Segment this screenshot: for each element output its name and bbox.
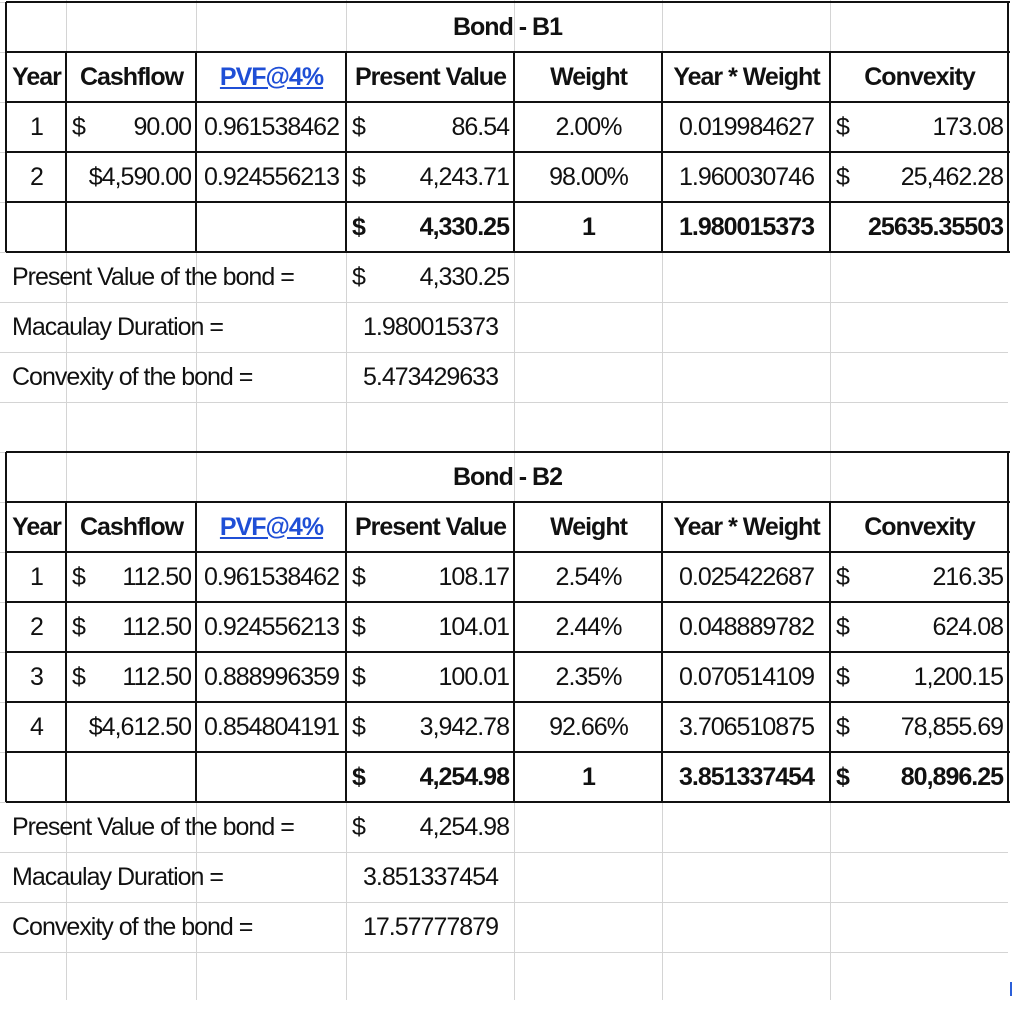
total-present-value-text: 4,254.98 <box>419 762 509 791</box>
bond1-title[interactable] <box>7 3 1008 51</box>
table-border <box>195 52 197 252</box>
cell-year[interactable] <box>7 603 66 651</box>
cell-year[interactable] <box>7 703 66 751</box>
cell-weight-text: 98.00% <box>549 162 628 191</box>
cell-convexity-text: 216.35 <box>932 562 1003 591</box>
header-year[interactable] <box>7 53 66 101</box>
cell-year-text: 4 <box>30 712 43 741</box>
bond2-title[interactable] <box>7 453 1008 501</box>
cell-year-text: 1 <box>30 562 43 591</box>
table-border <box>661 502 663 802</box>
cell-weight-text: 2.44% <box>555 612 622 641</box>
cell-year-text: 2 <box>30 162 43 191</box>
header-weight[interactable] <box>515 53 662 101</box>
cell-pvf[interactable] <box>197 653 346 701</box>
summary-label[interactable] <box>7 253 346 301</box>
header-convexity[interactable] <box>831 503 1008 551</box>
cell-year-weight[interactable] <box>663 553 830 601</box>
cell-convexity[interactable] <box>831 603 1008 651</box>
cell-weight[interactable] <box>515 553 662 601</box>
cell-year-weight[interactable] <box>663 153 830 201</box>
cell-present-value-text: 108.17 <box>438 562 509 591</box>
gridline-row <box>0 952 1008 953</box>
total-weight[interactable] <box>515 203 662 251</box>
header-cashflow[interactable] <box>67 503 196 551</box>
cell-weight-text: 2.35% <box>555 662 622 691</box>
currency-symbol: $ <box>72 662 85 691</box>
cell-pvf[interactable] <box>197 603 346 651</box>
currency-symbol: $ <box>836 662 849 691</box>
cell-cashflow-text: 112.50 <box>122 662 191 691</box>
cell-pvf-text: 0.854804191 <box>204 712 339 741</box>
cell-convexity-text: 78,855.69 <box>900 712 1003 741</box>
cell-present-value[interactable] <box>347 703 514 751</box>
header-present-value-text: Present Value <box>355 512 506 541</box>
header-weight[interactable] <box>515 503 662 551</box>
summary-value-text: 1.980015373 <box>363 312 498 341</box>
summary-label-text: Macaulay Duration = <box>12 312 223 341</box>
cell-year-weight-text: 0.025422687 <box>679 562 814 591</box>
table-border <box>829 502 831 802</box>
header-weight-text: Weight <box>550 512 627 541</box>
header-year-weight-text: Year * Weight <box>673 512 820 541</box>
cell-cashflow-text: 112.50 <box>122 612 191 641</box>
cell-year-text: 2 <box>30 612 43 641</box>
cell-weight[interactable] <box>515 153 662 201</box>
summary-value-text: 17.57777879 <box>363 912 498 941</box>
cell-year[interactable] <box>7 103 66 151</box>
header-year-text: Year <box>12 62 61 91</box>
header-year-weight-text: Year * Weight <box>673 62 820 91</box>
table-border <box>1007 2 1009 252</box>
table-border <box>6 801 1010 803</box>
table-border <box>6 1 1010 3</box>
cell-cashflow-text: 90.00 <box>133 112 191 141</box>
header-convexity-text: Convexity <box>864 62 975 91</box>
cell-present-value[interactable] <box>347 603 514 651</box>
currency-symbol: $ <box>72 612 85 641</box>
cell-cashflow-text: $4,612.50 <box>88 712 191 741</box>
currency-symbol: $ <box>836 112 849 141</box>
cell-weight-text: 92.66% <box>549 712 628 741</box>
summary-value[interactable] <box>347 903 514 951</box>
currency-symbol: $ <box>352 162 365 191</box>
cell-year-weight[interactable] <box>663 103 830 151</box>
header-pvf[interactable] <box>197 503 346 551</box>
total-weight-text: 1 <box>582 762 595 791</box>
cell-weight[interactable] <box>515 103 662 151</box>
table-border <box>6 501 1010 503</box>
summary-value-text: 4,330.25 <box>419 262 509 291</box>
currency-symbol: $ <box>836 762 849 791</box>
summary-value[interactable] <box>347 353 514 401</box>
table-border <box>6 451 1010 453</box>
header-pvf-text: PVF@4% <box>219 62 324 91</box>
cell-present-value[interactable] <box>347 653 514 701</box>
header-year[interactable] <box>7 503 66 551</box>
cell-pvf[interactable] <box>197 153 346 201</box>
table-border <box>6 601 1010 603</box>
cell-year[interactable] <box>7 653 66 701</box>
cell-year-weight-text: 0.048889782 <box>679 612 814 641</box>
total-present-value[interactable] <box>347 203 514 251</box>
cell-cashflow[interactable] <box>67 703 196 751</box>
cell-cashflow[interactable] <box>67 153 196 201</box>
table-border <box>513 502 515 802</box>
cell-present-value[interactable] <box>347 103 514 151</box>
cell-weight[interactable] <box>515 603 662 651</box>
summary-value[interactable] <box>347 253 514 301</box>
table-border <box>6 251 1010 253</box>
currency-symbol: $ <box>352 712 365 741</box>
text-cursor <box>1010 982 1012 996</box>
total-present-value-text: 4,330.25 <box>419 212 509 241</box>
cell-convexity-text: 624.08 <box>932 612 1003 641</box>
table-border <box>345 502 347 802</box>
table-border <box>661 52 663 252</box>
summary-label-text: Macaulay Duration = <box>12 862 223 891</box>
total-convexity[interactable] <box>831 753 1008 801</box>
bond2-title-text: Bond - B2 <box>452 462 563 491</box>
table-border <box>65 52 67 252</box>
currency-symbol: $ <box>352 662 365 691</box>
header-cashflow[interactable] <box>67 53 196 101</box>
total-year-weight-text: 1.980015373 <box>679 212 814 241</box>
cell-pvf[interactable] <box>197 553 346 601</box>
currency-symbol: $ <box>352 212 365 241</box>
table-border <box>6 101 1010 103</box>
cell-present-value-text: 3,942.78 <box>419 712 509 741</box>
total-year-weight[interactable] <box>663 203 830 251</box>
table-border <box>829 52 831 252</box>
cell-pvf[interactable] <box>197 703 346 751</box>
cell-present-value-text: 104.01 <box>438 612 509 641</box>
cell-convexity-text: 173.08 <box>932 112 1003 141</box>
currency-symbol: $ <box>836 562 849 591</box>
currency-symbol: $ <box>352 562 365 591</box>
cell-pvf[interactable] <box>197 103 346 151</box>
total-convexity-text: 80,896.25 <box>900 762 1003 791</box>
summary-label-text: Present Value of the bond = <box>12 262 294 291</box>
cell-convexity[interactable] <box>831 153 1008 201</box>
gridline-row <box>0 402 1008 403</box>
total-convexity[interactable] <box>831 203 1008 251</box>
summary-label[interactable] <box>7 353 346 401</box>
cell-year-weight[interactable] <box>663 703 830 751</box>
table-border <box>6 751 1010 753</box>
header-year-weight[interactable] <box>663 503 830 551</box>
cell-pvf-text: 0.961538462 <box>204 112 339 141</box>
cell-cashflow-text: 112.50 <box>122 562 191 591</box>
table-border <box>6 151 1010 153</box>
cell-pvf-text: 0.961538462 <box>204 562 339 591</box>
cell-year-weight[interactable] <box>663 603 830 651</box>
summary-label-text: Convexity of the bond = <box>12 362 253 391</box>
cell-convexity-text: 1,200.15 <box>913 662 1003 691</box>
cell-weight-text: 2.54% <box>555 562 622 591</box>
currency-symbol: $ <box>352 762 365 791</box>
total-weight-text: 1 <box>582 212 595 241</box>
summary-value-text: 3.851337454 <box>363 862 498 891</box>
table-border <box>513 52 515 252</box>
cell-pvf-text: 0.924556213 <box>204 612 339 641</box>
header-convexity[interactable] <box>831 53 1008 101</box>
total-weight[interactable] <box>515 753 662 801</box>
table-border <box>6 701 1010 703</box>
header-convexity-text: Convexity <box>864 512 975 541</box>
header-present-value[interactable] <box>347 503 514 551</box>
table-border <box>6 51 1010 53</box>
total-convexity-text: 25635.35503 <box>868 212 1003 241</box>
table-border <box>65 502 67 802</box>
cell-present-value-text: 100.01 <box>438 662 509 691</box>
currency-symbol: $ <box>836 712 849 741</box>
summary-value[interactable] <box>347 853 514 901</box>
table-border <box>345 52 347 252</box>
table-border <box>5 452 7 802</box>
summary-value[interactable] <box>347 803 514 851</box>
bond1-title-text: Bond - B1 <box>452 12 563 41</box>
summary-value[interactable] <box>347 303 514 351</box>
cell-present-value-text: 4,243.71 <box>419 162 509 191</box>
total-year-weight-text: 3.851337454 <box>679 762 814 791</box>
summary-label[interactable] <box>7 803 346 851</box>
cell-year-weight-text: 1.960030746 <box>679 162 814 191</box>
currency-symbol: $ <box>836 612 849 641</box>
cell-cashflow-text: $4,590.00 <box>88 162 191 191</box>
cell-present-value-text: 86.54 <box>451 112 509 141</box>
cell-year-text: 1 <box>30 112 43 141</box>
table-border <box>1007 452 1009 802</box>
currency-symbol: $ <box>352 812 365 841</box>
currency-symbol: $ <box>72 112 85 141</box>
currency-symbol: $ <box>352 262 365 291</box>
table-border <box>6 201 1010 203</box>
header-weight-text: Weight <box>550 62 627 91</box>
header-cashflow-text: Cashflow <box>79 62 184 91</box>
cell-year-weight-text: 0.070514109 <box>679 662 814 691</box>
cell-cashflow[interactable] <box>67 103 196 151</box>
cell-weight[interactable] <box>515 703 662 751</box>
cell-convexity-text: 25,462.28 <box>900 162 1003 191</box>
cell-year-weight-text: 0.019984627 <box>679 112 814 141</box>
cell-pvf-text: 0.888996359 <box>204 662 339 691</box>
table-border <box>195 502 197 802</box>
cell-year[interactable] <box>7 553 66 601</box>
cell-convexity[interactable] <box>831 553 1008 601</box>
cell-year[interactable] <box>7 153 66 201</box>
cell-present-value[interactable] <box>347 153 514 201</box>
summary-label[interactable] <box>7 903 346 951</box>
header-year-weight[interactable] <box>663 53 830 101</box>
summary-label[interactable] <box>7 303 346 351</box>
currency-symbol: $ <box>836 162 849 191</box>
header-pvf[interactable] <box>197 53 346 101</box>
summary-value-text: 4,254.98 <box>419 812 509 841</box>
table-border <box>6 551 1010 553</box>
cell-cashflow[interactable] <box>67 553 196 601</box>
cell-present-value[interactable] <box>347 553 514 601</box>
header-year-text: Year <box>12 512 61 541</box>
cell-year-weight[interactable] <box>663 653 830 701</box>
cell-year-weight-text: 3.706510875 <box>679 712 814 741</box>
header-cashflow-text: Cashflow <box>79 512 184 541</box>
cell-cashflow[interactable] <box>67 603 196 651</box>
summary-label-text: Present Value of the bond = <box>12 812 294 841</box>
header-present-value-text: Present Value <box>355 62 506 91</box>
cell-weight[interactable] <box>515 653 662 701</box>
summary-label[interactable] <box>7 853 346 901</box>
currency-symbol: $ <box>72 562 85 591</box>
cell-convexity[interactable] <box>831 103 1008 151</box>
table-border <box>6 651 1010 653</box>
currency-symbol: $ <box>352 112 365 141</box>
total-year-weight[interactable] <box>663 753 830 801</box>
summary-value-text: 5.473429633 <box>363 362 498 391</box>
cell-pvf-text: 0.924556213 <box>204 162 339 191</box>
table-border <box>5 2 7 252</box>
cell-cashflow[interactable] <box>67 653 196 701</box>
header-present-value[interactable] <box>347 53 514 101</box>
cell-convexity[interactable] <box>831 703 1008 751</box>
cell-year-text: 3 <box>30 662 43 691</box>
currency-symbol: $ <box>352 612 365 641</box>
total-present-value[interactable] <box>347 753 514 801</box>
header-pvf-text: PVF@4% <box>219 512 324 541</box>
summary-label-text: Convexity of the bond = <box>12 912 253 941</box>
cell-convexity[interactable] <box>831 653 1008 701</box>
cell-weight-text: 2.00% <box>555 112 622 141</box>
